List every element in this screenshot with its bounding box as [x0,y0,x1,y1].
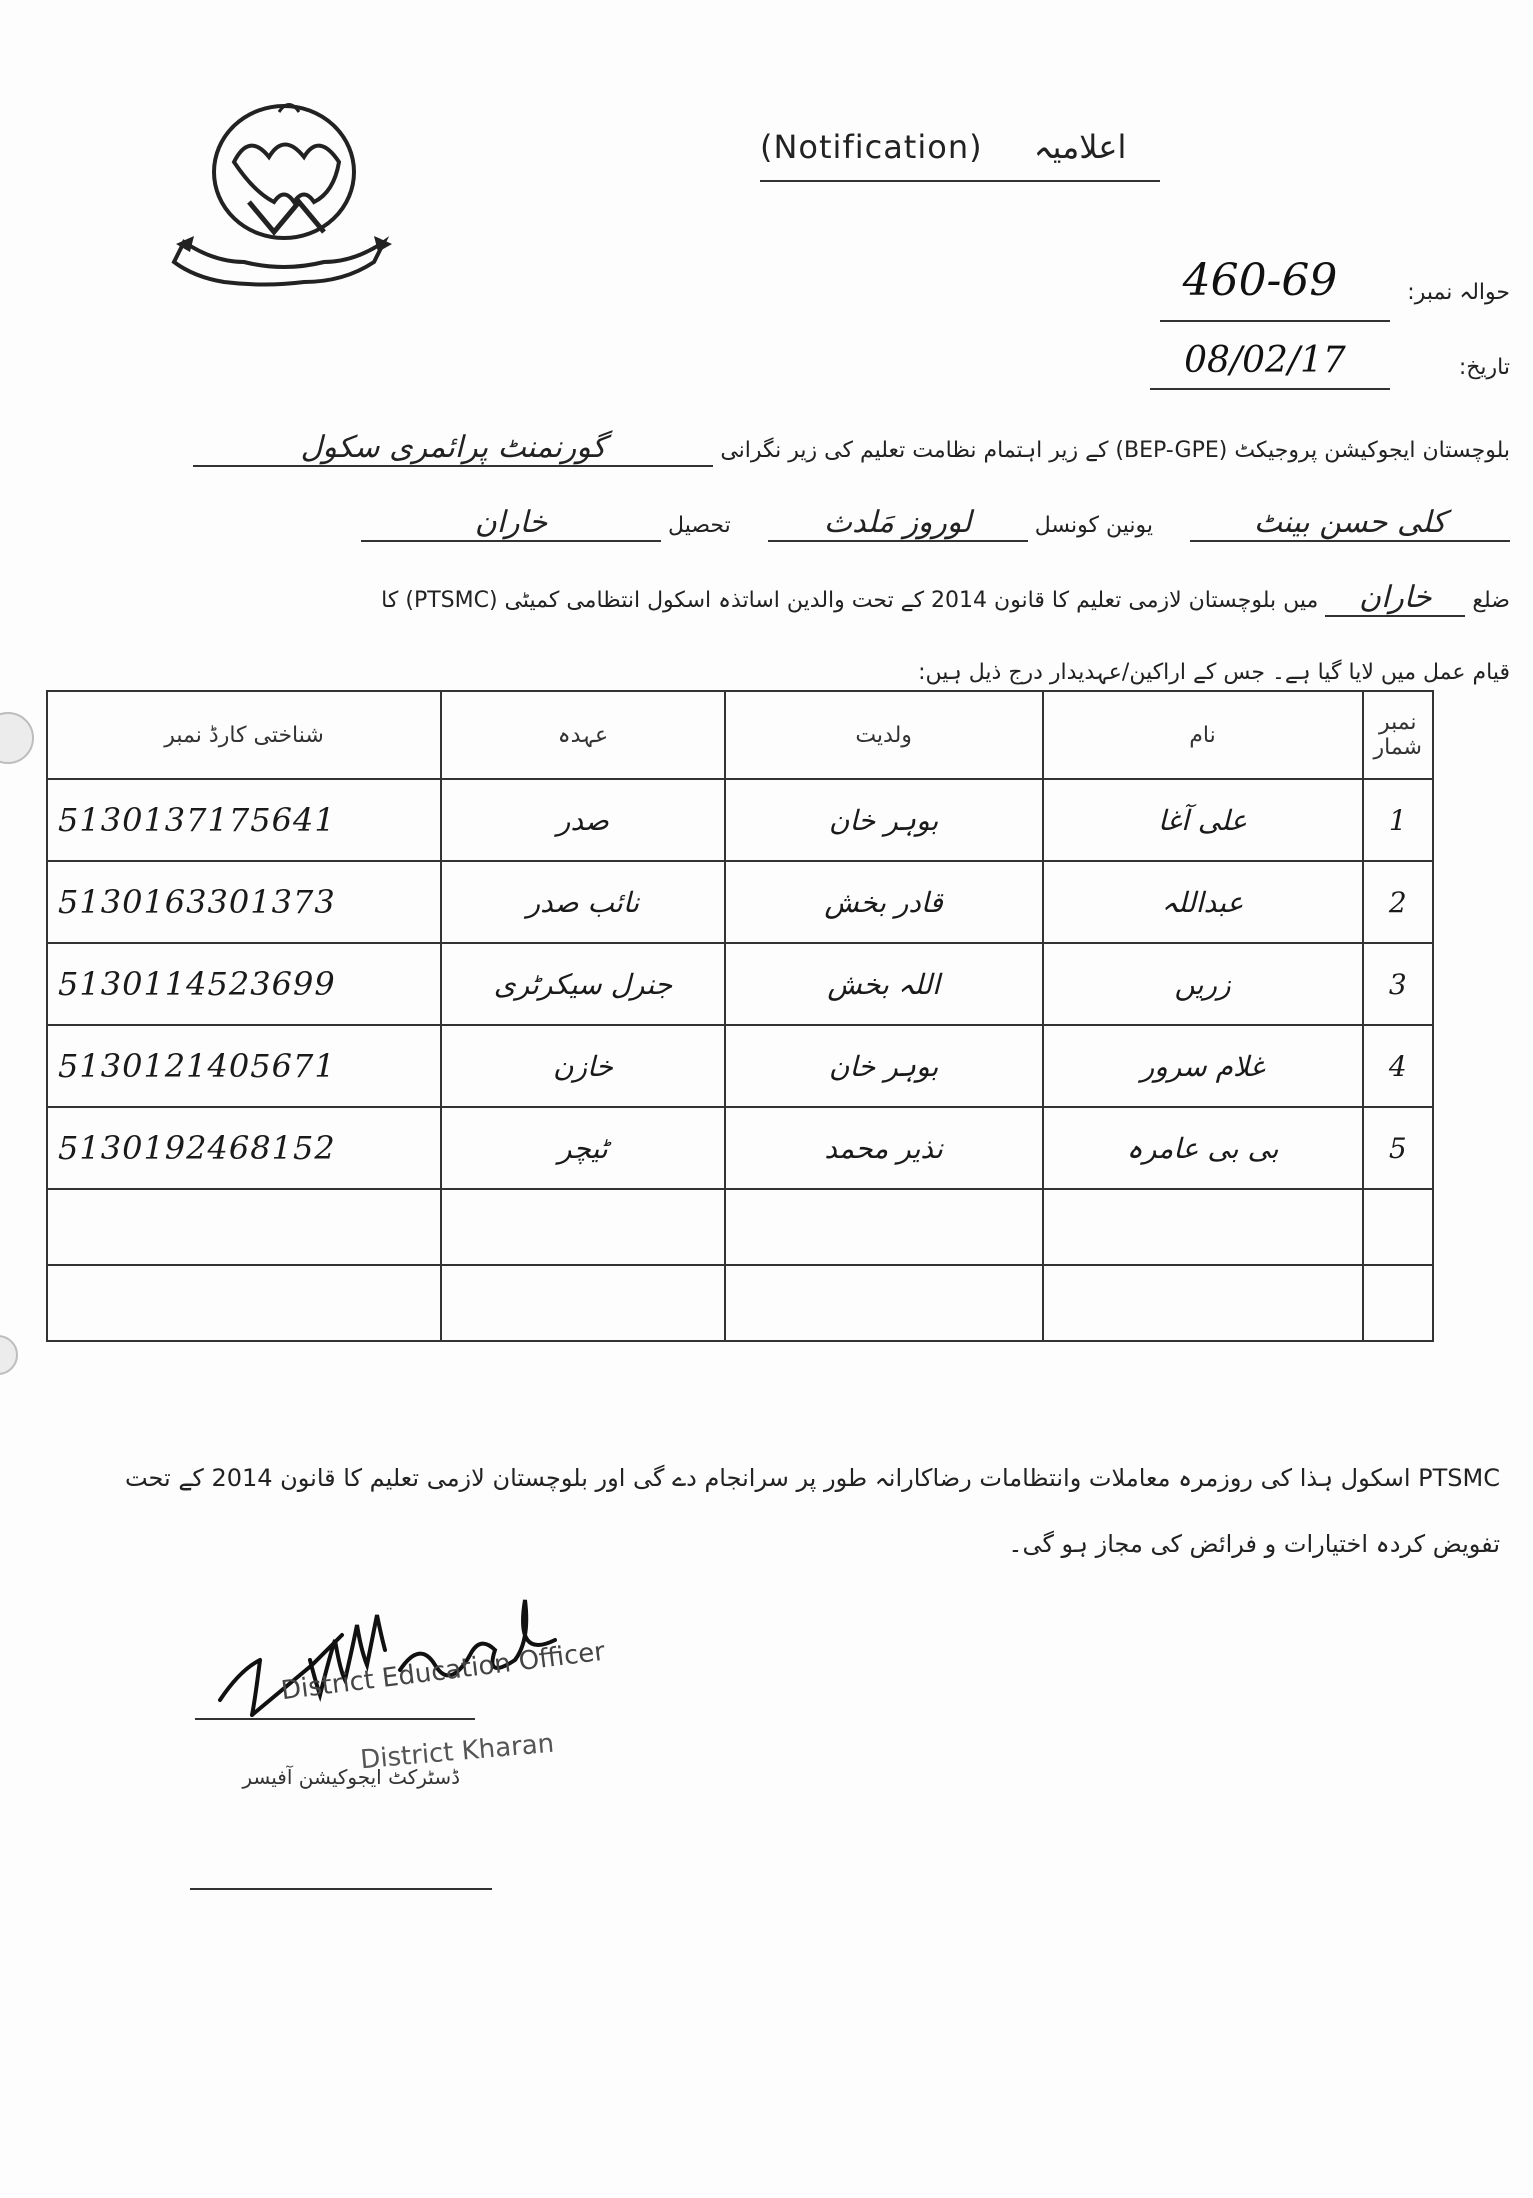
punch-hole-top [0,712,34,764]
cell-designation: نائب صدر [441,861,725,943]
body-line-3 [100,580,1510,630]
cell-cnic: 5130137175641 [47,779,441,861]
punch-hole-bottom [0,1335,18,1375]
cell-designation: ٹیچر [441,1107,725,1189]
cell-parentage: بوہر خان [725,1025,1043,1107]
body-line-4-text: قیام عمل میں لایا گیا ہے۔ جس کے اراکین/عہدیدار درج ذیل ہیں: [918,660,1510,685]
union-council-name: لوروز مَلدث [768,505,1028,542]
footer-paragraph: PTSMC اسکول ہذا کی روزمرہ معاملات وانتظامات رضاکارانہ طور پر سرانجام دے گی اور بلوچستان لازمی تعلیم کا قانون 2014 کے تحت تفویض کردہ اختیارات و فرائض کی مجاز ہو گی۔ [124,1464,1500,1558]
cell-parentage: قادر بخش [725,861,1043,943]
cell-name: زریں [1043,943,1363,1025]
cell-serial: 5 [1363,1107,1433,1189]
table-row [47,861,1433,943]
cell-serial: 3 [1363,943,1433,1025]
government-emblem-icon [164,92,404,292]
cell-name: عبداللہ [1043,861,1363,943]
col-header-parentage: ولدیت [725,691,1043,779]
col-header-name: نام [1043,691,1363,779]
cell-serial: 4 [1363,1025,1433,1107]
table-row [47,779,1433,861]
notification-title-ur: اعلامیہ [1033,128,1127,166]
col-header-designation: عہدہ [441,691,725,779]
cell-serial: 1 [1363,779,1433,861]
cell-cnic: 5130163301373 [47,861,441,943]
date-label: تاریخ: [1458,355,1510,380]
members-table-header-row [47,691,1433,779]
table-row [47,1107,1433,1189]
cell-designation: صدر [441,779,725,861]
title-underline [760,180,1160,182]
signature-caption-urdu: ڈسٹرکٹ ایجوکیشن آفیسر [242,1765,460,1789]
cell-cnic: 5130114523699 [47,943,441,1025]
school-name: گورنمنٹ پرائمری سکول [193,430,713,467]
notification-title-en: (Notification) [760,128,983,166]
col-header-serial: نمبر شمار [1363,691,1433,779]
stamp-officer-title: District Education Officer [279,1636,607,1707]
table-row-empty [47,1265,1433,1341]
cell-name: علی آغا [1043,779,1363,861]
members-table [46,690,1434,1342]
cell-name: بی بی عامرہ [1043,1107,1363,1189]
cell-serial: 2 [1363,861,1433,943]
village-name: کلی حسن بینٹ [1190,505,1510,542]
cell-parentage: اللہ بخش [725,943,1043,1025]
table-row [47,1025,1433,1107]
date-underline [1150,388,1390,390]
ref-number-label: حوالہ نمبر: [1407,280,1510,305]
bottom-signature-line [190,1888,492,1890]
date-value: 08/02/17 [1184,340,1346,381]
stamp-district: District Kharan [359,1728,556,1776]
body-line-1-text: بلوچستان ایجوکیشن پروجیکٹ (BEP-GPE) کے زیر اہتمام نظامت تعلیم کی زیر نگرانی [720,438,1510,463]
col-header-cnic: شناختی کارڈ نمبر [47,691,441,779]
union-council-label: یونین کونسل [1034,513,1153,538]
tehsil-name: خاران [361,505,661,542]
cell-designation: خازن [441,1025,725,1107]
body-line-3-text: میں بلوچستان لازمی تعلیم کا قانون 2014 کے تحت والدین اساتذہ اسکول انتظامی کمیٹی (PTSMC) کا [381,588,1319,613]
cell-designation: جنرل سیکرٹری [441,943,725,1025]
cell-cnic: 5130121405671 [47,1025,441,1107]
district-label: ضلع [1472,588,1510,613]
ref-number-underline [1160,320,1390,322]
table-row-empty [47,1189,1433,1265]
cell-parentage: بوہر خان [725,779,1043,861]
cell-parentage: نذیر محمد [725,1107,1043,1189]
district-name: خاران [1325,580,1465,617]
body-line-2 [100,505,1510,555]
cell-name: غلام سرور [1043,1025,1363,1107]
ref-number-value: 460-69 [1182,255,1338,306]
body-line-1 [100,430,1510,480]
tehsil-label: تحصیل [668,513,731,538]
notification-title [760,128,1180,178]
table-row [47,943,1433,1025]
cell-cnic: 5130192468152 [47,1107,441,1189]
signature-underline [195,1718,475,1720]
